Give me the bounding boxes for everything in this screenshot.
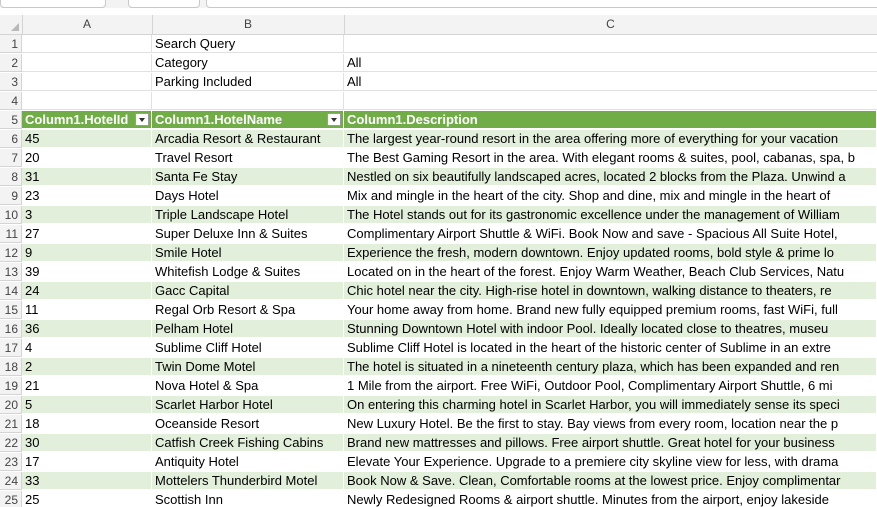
hotel-id-cell[interactable]: 3 — [22, 206, 152, 224]
table-row — [0, 377, 877, 396]
hotel-id-cell[interactable]: 18 — [22, 415, 152, 433]
hotel-name-cell[interactable]: Santa Fe Stay — [152, 168, 344, 186]
formula-bar-area — [0, 0, 877, 8]
table-row — [0, 263, 877, 282]
table-header-cell[interactable] — [22, 111, 152, 129]
row-number[interactable]: 10 — [0, 206, 22, 224]
hotel-id-cell[interactable]: 5 — [22, 396, 152, 414]
param-row — [0, 73, 877, 92]
hotel-description-cell[interactable]: The hotel is situated in a nineteenth century plaza, which has been expanded and ren — [344, 358, 877, 376]
hotel-id-cell[interactable]: 30 — [22, 434, 152, 452]
cell[interactable] — [22, 92, 152, 110]
table-row — [0, 472, 877, 491]
table-header-cell[interactable] — [344, 111, 877, 129]
filter-dropdown-icon[interactable] — [327, 113, 341, 126]
hotel-description-cell[interactable]: Complimentary Airport Shuttle & WiFi. Book Now and save - Spacious All Suite Hotel, — [344, 225, 877, 243]
table-row — [0, 320, 877, 339]
param-value-cell[interactable]: All — [344, 73, 877, 91]
row-number[interactable]: 9 — [0, 187, 22, 205]
hotel-description-cell[interactable]: The largest year-round resort in the area offering more of everything for your vacation — [344, 130, 877, 148]
row-number[interactable]: 5 — [0, 111, 22, 129]
param-value-cell[interactable] — [344, 35, 877, 53]
column-headers — [0, 15, 877, 35]
hotel-name-cell[interactable]: Catfish Creek Fishing Cabins — [152, 434, 344, 452]
hotel-description-cell[interactable]: Chic hotel near the city. High-rise hotel in downtown, walking distance to theaters, re — [344, 282, 877, 300]
column-header-c[interactable]: C — [606, 17, 615, 31]
hotel-name-cell[interactable]: Oceanside Resort — [152, 415, 344, 433]
row-number[interactable]: 14 — [0, 282, 22, 300]
hotel-id-cell[interactable]: 2 — [22, 358, 152, 376]
param-row — [0, 35, 877, 54]
hotel-description-cell[interactable]: Sublime Cliff Hotel is located in the heart of the historic center of Sublime in an extre — [344, 339, 877, 357]
table-row — [0, 244, 877, 263]
table-row — [0, 415, 877, 434]
hotel-name-cell[interactable]: Travel Resort — [152, 149, 344, 167]
hotel-description-cell[interactable]: Your home away from home. Brand new fully equipped premium rooms, fast WiFi, full — [344, 301, 877, 319]
row-number[interactable]: 15 — [0, 301, 22, 319]
select-all-corner[interactable] — [0, 15, 23, 34]
table-header-label: Column1.HotelName — [155, 112, 283, 127]
hotel-name-cell[interactable]: Super Deluxe Inn & Suites — [152, 225, 344, 243]
empty-row — [0, 92, 877, 111]
cell[interactable] — [22, 54, 152, 72]
table-header-label: Column1.Description — [347, 112, 478, 127]
hotel-id-cell[interactable]: 17 — [22, 453, 152, 471]
cell[interactable] — [344, 92, 877, 110]
param-row — [0, 54, 877, 73]
hotel-name-cell[interactable]: Antiquity Hotel — [152, 453, 344, 471]
row-number[interactable]: 13 — [0, 263, 22, 281]
hotel-name-cell[interactable]: Sublime Cliff Hotel — [152, 339, 344, 357]
row-number[interactable]: 24 — [0, 472, 22, 490]
table-row — [0, 225, 877, 244]
column-header-b[interactable]: B — [152, 15, 345, 34]
row-number[interactable]: 19 — [0, 377, 22, 395]
row-number[interactable]: 1 — [0, 35, 22, 53]
table-row — [0, 149, 877, 168]
table-row — [0, 434, 877, 453]
table-row — [0, 206, 877, 225]
hotel-name-cell[interactable]: Twin Dome Motel — [152, 358, 344, 376]
table-header-label: Column1.HotelId — [25, 112, 129, 127]
table-row — [0, 168, 877, 187]
row-number[interactable]: 11 — [0, 225, 22, 243]
hotel-description-cell[interactable]: Book Now & Save. Clean, Comfortable rooms at the lowest price. Enjoy complimentar — [344, 472, 877, 490]
hotel-id-cell[interactable]: 25 — [22, 491, 152, 507]
hotel-name-cell[interactable]: Mottelers Thunderbird Motel — [152, 472, 344, 490]
hotel-name-cell[interactable]: Triple Landscape Hotel — [152, 206, 344, 224]
hotel-description-cell[interactable]: The Best Gaming Resort in the area. With elegant rooms & suites, pool, cabanas, spa, b — [344, 149, 877, 167]
param-value-cell[interactable]: All — [344, 54, 877, 72]
param-label-cell[interactable]: Parking Included — [152, 73, 344, 91]
row-number[interactable]: 3 — [0, 73, 22, 91]
cell[interactable] — [22, 35, 152, 53]
hotel-name-cell[interactable]: Days Hotel — [152, 187, 344, 205]
column-header-a[interactable]: A — [22, 15, 153, 34]
hotel-id-cell[interactable]: 31 — [22, 168, 152, 186]
hotel-name-cell[interactable]: Whitefish Lodge & Suites — [152, 263, 344, 281]
hotel-id-cell[interactable]: 9 — [22, 244, 152, 262]
hotel-description-cell[interactable]: Stunning Downtown Hotel with indoor Pool. Ideally located close to theatres, museu — [344, 320, 877, 338]
hotel-description-cell[interactable]: Brand new mattresses and pillows. Free airport shuttle. Great hotel for your business — [344, 434, 877, 452]
row-number[interactable]: 17 — [0, 339, 22, 357]
row-number[interactable]: 18 — [0, 358, 22, 376]
hotel-description-cell[interactable]: 1 Mile from the airport. Free WiFi, Outdoor Pool, Complimentary Airport Shuttle, 6 mi — [344, 377, 877, 395]
table-row — [0, 282, 877, 301]
hotel-id-cell[interactable]: 36 — [22, 320, 152, 338]
cell[interactable] — [152, 92, 344, 110]
param-label-cell[interactable]: Category — [152, 54, 344, 72]
row-number[interactable]: 6 — [0, 130, 22, 148]
hotel-id-cell[interactable]: 27 — [22, 225, 152, 243]
table-header-cell[interactable] — [152, 111, 344, 129]
hotel-name-cell[interactable]: Scottish Inn — [152, 491, 344, 507]
row-number[interactable]: 4 — [0, 92, 22, 110]
row-number[interactable]: 21 — [0, 415, 22, 433]
formula-input[interactable] — [206, 0, 877, 8]
hotel-id-cell[interactable]: 21 — [22, 377, 152, 395]
row-number[interactable]: 2 — [0, 54, 22, 72]
cell[interactable] — [22, 73, 152, 91]
param-label-cell[interactable]: Search Query — [152, 35, 344, 53]
hotel-description-cell[interactable]: Located on in the heart of the forest. Enjoy Warm Weather, Beach Club Services, Natu — [344, 263, 877, 281]
hotel-name-cell[interactable]: Scarlet Harbor Hotel — [152, 396, 344, 414]
row-number[interactable]: 7 — [0, 149, 22, 167]
row-number[interactable]: 23 — [0, 453, 22, 471]
hotel-id-cell[interactable]: 11 — [22, 301, 152, 319]
table-row — [0, 130, 877, 149]
hotel-id-cell[interactable]: 45 — [22, 130, 152, 148]
hotel-id-cell[interactable]: 39 — [22, 263, 152, 281]
row-number[interactable]: 12 — [0, 244, 22, 262]
table-row — [0, 358, 877, 377]
hotel-description-cell[interactable]: Nestled on six beautifully landscaped acres, located 2 blocks from the Plaza. Unwind a — [344, 168, 877, 186]
table-row — [0, 453, 877, 472]
hotel-description-cell[interactable]: Elevate Your Experience. Upgrade to a premiere city skyline view for less, with drama — [344, 453, 877, 471]
function-box[interactable] — [128, 0, 200, 8]
worksheet-grid — [0, 15, 877, 507]
hotel-name-cell[interactable]: Nova Hotel & Spa — [152, 377, 344, 395]
table-header-row — [0, 111, 877, 130]
table-row — [0, 491, 877, 507]
table-row — [0, 396, 877, 415]
hotel-description-cell[interactable]: On entering this charming hotel in Scarlet Harbor, you will immediately sense its speci — [344, 396, 877, 414]
hotel-id-cell[interactable]: 24 — [22, 282, 152, 300]
row-number[interactable]: 8 — [0, 168, 22, 186]
hotel-id-cell[interactable]: 4 — [22, 339, 152, 357]
hotel-description-cell[interactable]: Newly Redesigned Rooms & airport shuttle. Minutes from the airport, enjoy lakeside — [344, 491, 877, 507]
name-box[interactable] — [0, 0, 106, 8]
row-number[interactable]: 22 — [0, 434, 22, 452]
row-number[interactable]: 16 — [0, 320, 22, 338]
table-row — [0, 187, 877, 206]
hotel-id-cell[interactable]: 23 — [22, 187, 152, 205]
hotel-name-cell[interactable]: Gacc Capital — [152, 282, 344, 300]
hotel-name-cell[interactable]: Smile Hotel — [152, 244, 344, 262]
hotel-id-cell[interactable]: 33 — [22, 472, 152, 490]
filter-dropdown-icon[interactable] — [135, 113, 149, 126]
hotel-name-cell[interactable]: Arcadia Resort & Restaurant — [152, 130, 344, 148]
hotel-name-cell[interactable]: Regal Orb Resort & Spa — [152, 301, 344, 319]
hotel-id-cell[interactable]: 20 — [22, 149, 152, 167]
table-row — [0, 301, 877, 320]
hotel-description-cell[interactable]: The Hotel stands out for its gastronomic excellence under the management of William — [344, 206, 877, 224]
hotel-name-cell[interactable]: Pelham Hotel — [152, 320, 344, 338]
row-number[interactable]: 25 — [0, 491, 22, 507]
row-number[interactable]: 20 — [0, 396, 22, 414]
table-row — [0, 339, 877, 358]
hotel-description-cell[interactable]: Experience the fresh, modern downtown. Enjoy updated rooms, bold style & prime lo — [344, 244, 877, 262]
hotel-description-cell[interactable]: Mix and mingle in the heart of the city. Shop and dine, mix and mingle in the heart of — [344, 187, 877, 205]
hotel-description-cell[interactable]: New Luxury Hotel. Be the first to stay. Bay views from every room, location near the p — [344, 415, 877, 433]
